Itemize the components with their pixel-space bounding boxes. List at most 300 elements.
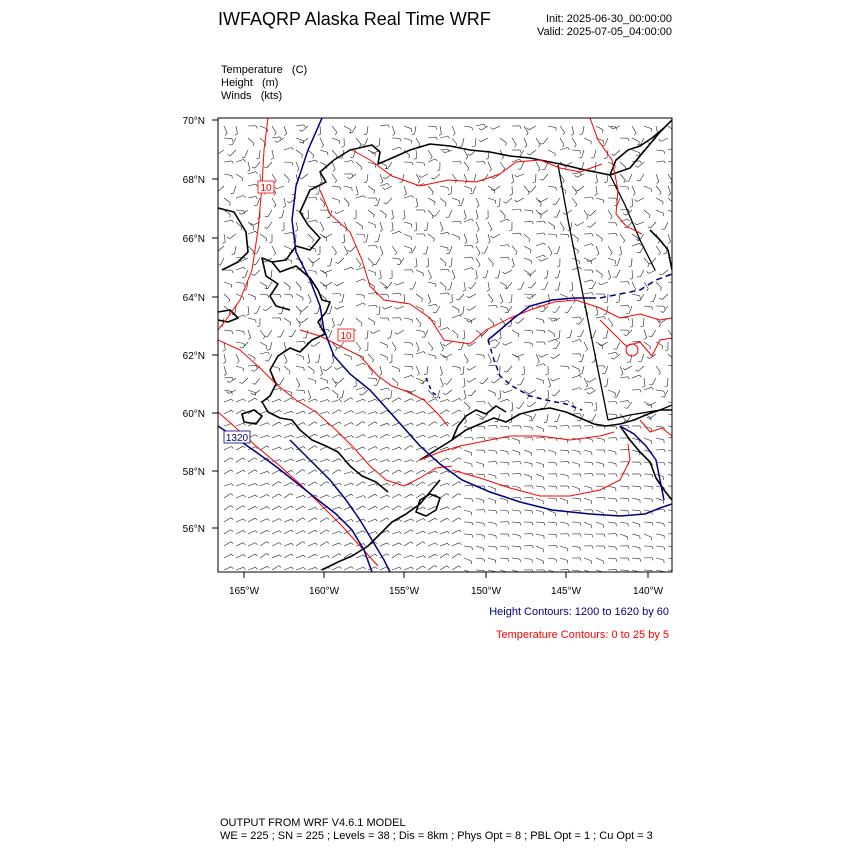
wind-barb-flag — [484, 535, 485, 538]
wind-barb-flag — [303, 470, 306, 472]
wind-barb-flag — [503, 202, 506, 204]
wind-barb — [352, 126, 356, 133]
wind-barb-flag — [299, 325, 301, 328]
wind-barb-flag — [304, 495, 306, 497]
wind-barb — [416, 352, 424, 355]
wind-barb-flag — [372, 360, 373, 363]
wind-barb-flag — [476, 242, 478, 244]
wind-barb — [392, 342, 396, 349]
wind-barb — [344, 398, 351, 402]
wind-barb-flag — [279, 519, 281, 521]
wind-barb — [428, 554, 435, 558]
wind-barb — [368, 494, 375, 498]
wind-barb — [428, 186, 433, 192]
wind-barb — [224, 447, 231, 451]
wind-barb — [614, 354, 620, 359]
wind-barb-flag — [640, 426, 641, 429]
wind-barb-flag — [363, 279, 365, 281]
wind-barb-flag — [352, 161, 354, 164]
wind-barb-flag — [267, 423, 269, 425]
wind-barb-flag — [610, 253, 612, 255]
wind-barb-flag — [442, 349, 444, 351]
wind-barb-flag — [316, 567, 318, 569]
wind-barb-flag — [491, 127, 493, 129]
wind-barb-flag — [375, 459, 377, 461]
wind-barb — [626, 330, 632, 336]
wind-barb — [255, 378, 260, 384]
wind-barb-flag — [596, 314, 598, 316]
wind-barb-flag — [664, 463, 665, 466]
wind-barb-flag — [592, 234, 593, 237]
wind-barb — [589, 378, 596, 382]
wind-barb — [308, 482, 315, 486]
wind-barb-flag — [320, 374, 322, 376]
wind-barb — [536, 364, 544, 366]
wind-barb — [488, 365, 496, 366]
wind-barb-flag — [673, 203, 674, 206]
wind-barb — [620, 400, 628, 402]
wind-barb-flag — [604, 158, 607, 159]
wind-barb-flag — [342, 242, 345, 243]
wind-barb — [559, 330, 560, 338]
wind-barb — [493, 234, 500, 238]
wind-barb-flag — [423, 435, 425, 437]
wind-barb-flag — [527, 154, 530, 156]
wind-barb — [392, 447, 400, 450]
wind-barb-flag — [520, 523, 521, 526]
wind-barb — [440, 518, 447, 522]
wind-barb — [450, 282, 452, 290]
wind-barb-flag — [376, 305, 377, 308]
wind-barb — [476, 474, 484, 475]
wind-barb — [440, 366, 443, 374]
wind-barb — [248, 470, 255, 474]
wind-barb-flag — [520, 473, 521, 476]
wind-barb — [536, 378, 544, 381]
wind-barb — [392, 459, 399, 462]
wind-barb — [545, 282, 548, 289]
wind-barb-flag — [252, 167, 255, 168]
wind-barb-flag — [448, 194, 451, 195]
wind-barb — [632, 486, 640, 487]
wind-barb-flag — [395, 283, 397, 285]
wind-barb-flag — [439, 134, 442, 136]
wind-barb-flag — [659, 325, 661, 328]
wind-barb — [272, 470, 279, 474]
wind-barb — [248, 458, 255, 462]
wind-barb — [536, 138, 540, 145]
wind-barb-flag — [399, 482, 402, 484]
wind-barb — [404, 446, 411, 451]
wind-barb-flag — [289, 371, 290, 374]
wind-barb-flag — [575, 175, 577, 177]
wind-barb — [368, 270, 376, 273]
wind-barb — [486, 270, 488, 278]
wind-barb-flag — [435, 518, 437, 520]
wind-barb — [224, 494, 231, 498]
wind-barb-flag — [575, 224, 577, 226]
wind-barb-flag — [522, 374, 525, 375]
wind-barb — [632, 546, 640, 548]
wind-barb-flag — [231, 494, 233, 496]
wind-barb — [452, 554, 459, 558]
wind-barb — [536, 486, 544, 487]
wind-barb — [416, 294, 422, 299]
wind-barb — [608, 402, 616, 403]
wind-barb-flag — [628, 474, 629, 477]
wind-barb-flag — [223, 362, 226, 364]
wind-barb — [320, 412, 328, 415]
wind-barb — [236, 210, 244, 211]
wind-barb-flag — [649, 336, 652, 337]
wind-barb — [582, 366, 584, 374]
wind-barb — [236, 342, 244, 344]
wind-barb-flag — [628, 400, 630, 403]
wind-barb — [248, 567, 256, 570]
wind-barb — [362, 390, 368, 395]
wind-barb-flag — [562, 145, 564, 147]
wind-barb — [548, 318, 556, 319]
wind-barb-flag — [364, 295, 365, 298]
wind-barb-flag — [399, 398, 401, 400]
wind-barb — [446, 390, 452, 395]
wind-barb — [608, 233, 616, 234]
wind-barb-flag — [379, 374, 382, 376]
wind-barb — [428, 198, 435, 202]
wind-barb-flag — [497, 206, 500, 207]
wind-barb — [356, 411, 364, 414]
wind-barb — [452, 138, 457, 144]
wind-barb — [308, 186, 316, 187]
wind-barb-flag — [412, 270, 413, 273]
wind-barb — [476, 414, 483, 417]
wind-barb — [356, 506, 363, 510]
wind-barb-flag — [244, 332, 245, 335]
wind-barb-flag — [388, 125, 390, 128]
wind-barb-flag — [436, 304, 438, 307]
wind-barb — [284, 567, 291, 570]
wind-barb-flag — [351, 423, 353, 425]
wind-barb-flag — [551, 357, 553, 359]
wind-barb-flag — [619, 254, 622, 256]
wind-barb-flag — [510, 410, 513, 411]
wind-barb — [445, 150, 453, 153]
wind-barb-flag — [412, 319, 413, 322]
wind-barb — [606, 330, 608, 338]
wind-barb — [608, 462, 616, 464]
wind-barb-flag — [404, 194, 406, 196]
wind-barb-flag — [326, 287, 327, 290]
wind-barb-flag — [315, 434, 317, 436]
wind-barb — [260, 435, 268, 438]
wind-barb — [656, 282, 662, 288]
wind-barb-flag — [223, 350, 226, 352]
wind-barb-flag — [509, 302, 512, 303]
wind-barb-flag — [267, 530, 269, 532]
wind-barb-flag — [326, 238, 327, 241]
wind-barb-flag — [435, 543, 437, 545]
wind-barb — [277, 186, 285, 189]
wind-barb — [464, 162, 469, 168]
wind-barb-flag — [376, 436, 378, 438]
wind-barb-flag — [363, 435, 365, 437]
wind-barb-flag — [496, 451, 497, 454]
wind-barb — [404, 246, 412, 249]
wind-barb-flag — [315, 495, 317, 497]
wind-barb — [428, 354, 436, 356]
wind-barb-flag — [375, 542, 377, 544]
wind-barb — [320, 556, 328, 559]
wind-barb — [380, 470, 387, 474]
wind-barb-flag — [364, 196, 366, 198]
wind-barb-flag — [592, 535, 593, 538]
wind-barb-flag — [459, 530, 461, 532]
wind-barb-flag — [255, 458, 257, 460]
wind-barb — [485, 246, 489, 253]
wind-barb — [583, 126, 584, 134]
wind-barb-flag — [628, 524, 629, 527]
coast-alaska-peninsula — [322, 480, 440, 570]
wind-barb — [560, 138, 564, 145]
wind-barb — [248, 531, 255, 534]
wind-barb — [416, 470, 423, 474]
wind-barb — [620, 234, 625, 240]
wind-barb — [243, 342, 248, 348]
wind-barb-flag — [509, 230, 512, 231]
wind-barb-flag — [448, 136, 450, 139]
wind-barb — [236, 530, 243, 534]
wind-barb-flag — [647, 417, 650, 419]
wind-barb-flag — [279, 410, 281, 412]
wind-barb-flag — [438, 326, 441, 327]
wind-barb — [440, 531, 448, 534]
wind-barb — [296, 378, 300, 385]
wind-barb — [272, 126, 276, 133]
lon-label: 150°W — [470, 586, 502, 597]
wind-barb — [224, 530, 231, 534]
wind-barb-flag — [316, 198, 317, 201]
wind-barb — [325, 282, 332, 286]
wind-barb-flag — [528, 192, 529, 195]
wind-barb — [507, 366, 512, 372]
wind-barb-flag — [520, 498, 521, 501]
wind-barb — [284, 354, 287, 361]
wind-barb-flag — [496, 340, 498, 342]
wind-barb-flag — [351, 483, 353, 485]
wind-barb-flag — [448, 269, 449, 272]
wind-barb — [596, 558, 603, 561]
wind-barb-flag — [351, 411, 353, 413]
wind-barb — [517, 198, 524, 202]
wind-barb — [404, 196, 412, 198]
wind-barb-flag — [604, 497, 605, 500]
wind-barb — [512, 209, 520, 210]
wind-barb-flag — [279, 482, 282, 484]
wind-barb-flag — [520, 126, 521, 129]
wind-barb — [332, 495, 339, 498]
wind-barb — [230, 234, 237, 239]
wind-barb — [272, 198, 276, 205]
wind-barb — [476, 234, 478, 242]
wind-barb — [481, 126, 488, 130]
wind-barb — [500, 546, 508, 547]
wind-barb — [620, 366, 623, 373]
wind-barb — [607, 306, 609, 314]
wind-barb-flag — [315, 543, 317, 545]
wind-barb-flag — [400, 138, 401, 141]
wind-barb — [440, 458, 447, 462]
wind-barb-flag — [532, 427, 533, 430]
wind-barb — [397, 306, 404, 309]
wind-barb — [236, 543, 243, 546]
wind-barb — [404, 555, 412, 558]
wind-barb — [560, 546, 568, 548]
wind-barb-flag — [315, 554, 317, 556]
wind-barb — [356, 342, 361, 349]
wind-barb — [318, 186, 320, 194]
wind-barb-flag — [244, 567, 246, 569]
wind-barb — [248, 306, 249, 314]
wind-barb — [521, 162, 525, 169]
wind-barb-flag — [508, 452, 509, 455]
wind-barb-flag — [274, 253, 276, 255]
wind-barb-flag — [498, 398, 501, 399]
wind-barb — [260, 471, 268, 474]
wind-barb-flag — [480, 383, 483, 384]
wind-barb — [536, 221, 544, 222]
wind-barb-flag — [556, 187, 557, 190]
wind-barb-flag — [383, 307, 385, 309]
wind-barb — [428, 304, 436, 306]
wind-barb-flag — [532, 210, 533, 213]
wind-barb — [296, 354, 304, 357]
wind-barb-flag — [409, 156, 410, 159]
wind-barb — [452, 315, 459, 318]
wind-barb-flag — [227, 381, 230, 383]
wind-barb-flag — [352, 519, 354, 521]
wind-barb-flag — [253, 143, 254, 146]
wind-barb-flag — [604, 317, 606, 320]
wind-barb-flag — [279, 543, 281, 545]
wind-barb-flag — [515, 175, 517, 177]
wind-barb-flag — [570, 290, 573, 291]
wind-barb-flag — [611, 127, 613, 129]
wind-barb-flag — [255, 518, 257, 520]
wind-barb-flag — [472, 127, 473, 130]
wind-barb-flag — [508, 462, 509, 465]
wind-barb-flag — [568, 366, 569, 369]
wind-barb — [308, 422, 315, 426]
wind-barb-flag — [424, 374, 427, 375]
wind-barb-flag — [340, 447, 342, 449]
wind-barb-flag — [274, 205, 276, 207]
wind-barb-flag — [291, 398, 293, 400]
wind-barb-flag — [352, 460, 354, 462]
wind-barb — [236, 399, 243, 402]
wind-barb-flag — [659, 253, 661, 256]
wind-barb — [224, 567, 231, 570]
wind-barb-flag — [280, 295, 281, 298]
wind-barb-flag — [484, 475, 485, 478]
wind-barb-flag — [568, 461, 569, 464]
wind-barb-flag — [279, 435, 281, 437]
wind-barb-flag — [459, 543, 461, 545]
wind-barb-flag — [327, 482, 329, 484]
wind-barb-flag — [391, 218, 394, 220]
wind-barb-flag — [328, 412, 330, 414]
wind-barb-flag — [471, 219, 473, 221]
lat-label: 64°N — [182, 293, 205, 304]
wind-barb — [260, 330, 265, 336]
wind-barb-flag — [597, 253, 599, 255]
wind-barb — [404, 126, 412, 129]
wind-barb — [296, 125, 304, 126]
wind-barb-flag — [347, 177, 350, 179]
wind-barb — [464, 245, 472, 246]
wind-barb-flag — [459, 447, 461, 449]
wind-barb — [556, 198, 561, 205]
wind-barb — [512, 138, 516, 145]
wind-barb-flag — [244, 159, 246, 161]
wind-barb-flag — [529, 239, 530, 242]
wind-barb-flag — [315, 459, 317, 461]
wind-barb — [463, 306, 464, 314]
wind-barb-flag — [256, 483, 258, 485]
wind-barb-flag — [539, 259, 541, 261]
wind-barb — [464, 558, 471, 561]
wind-barb — [428, 159, 435, 162]
wind-barb — [488, 474, 496, 476]
wind-barb — [560, 126, 565, 133]
wind-barb-flag — [431, 178, 434, 179]
wind-barb — [452, 366, 460, 368]
wind-barb — [488, 318, 494, 323]
wind-barb-flag — [377, 314, 380, 315]
wind-barb — [630, 354, 632, 362]
wind-barb-flag — [527, 397, 529, 400]
wind-barb — [296, 495, 304, 498]
wind-barb — [445, 342, 452, 346]
wind-barb-flag — [267, 566, 269, 568]
wind-barb — [268, 282, 272, 289]
wind-barb — [452, 410, 459, 414]
wind-barb-flag — [599, 283, 601, 285]
wind-barb-flag — [580, 547, 581, 550]
wind-barb-flag — [244, 423, 246, 425]
wind-barb-flag — [376, 412, 378, 414]
wind-barb — [266, 306, 272, 311]
wind-barb — [474, 174, 476, 182]
wind-barb — [296, 555, 304, 558]
wind-barb-flag — [256, 126, 257, 129]
wind-barb-flag — [379, 278, 382, 280]
wind-barb — [392, 506, 399, 510]
wind-barb-flag — [360, 144, 362, 147]
wind-barb — [518, 318, 524, 323]
wind-barb-flag — [504, 288, 507, 289]
wind-barb-flag — [352, 472, 354, 474]
wind-barb — [665, 222, 668, 229]
wind-barb — [644, 378, 645, 386]
wind-barb-flag — [381, 253, 383, 255]
wind-barb — [302, 174, 308, 179]
wind-barb — [404, 366, 412, 367]
wind-barb-flag — [518, 334, 519, 337]
wind-barb — [368, 447, 375, 451]
wind-barb-flag — [674, 131, 675, 134]
wind-barb — [344, 354, 352, 357]
wind-barb-flag — [557, 266, 560, 267]
